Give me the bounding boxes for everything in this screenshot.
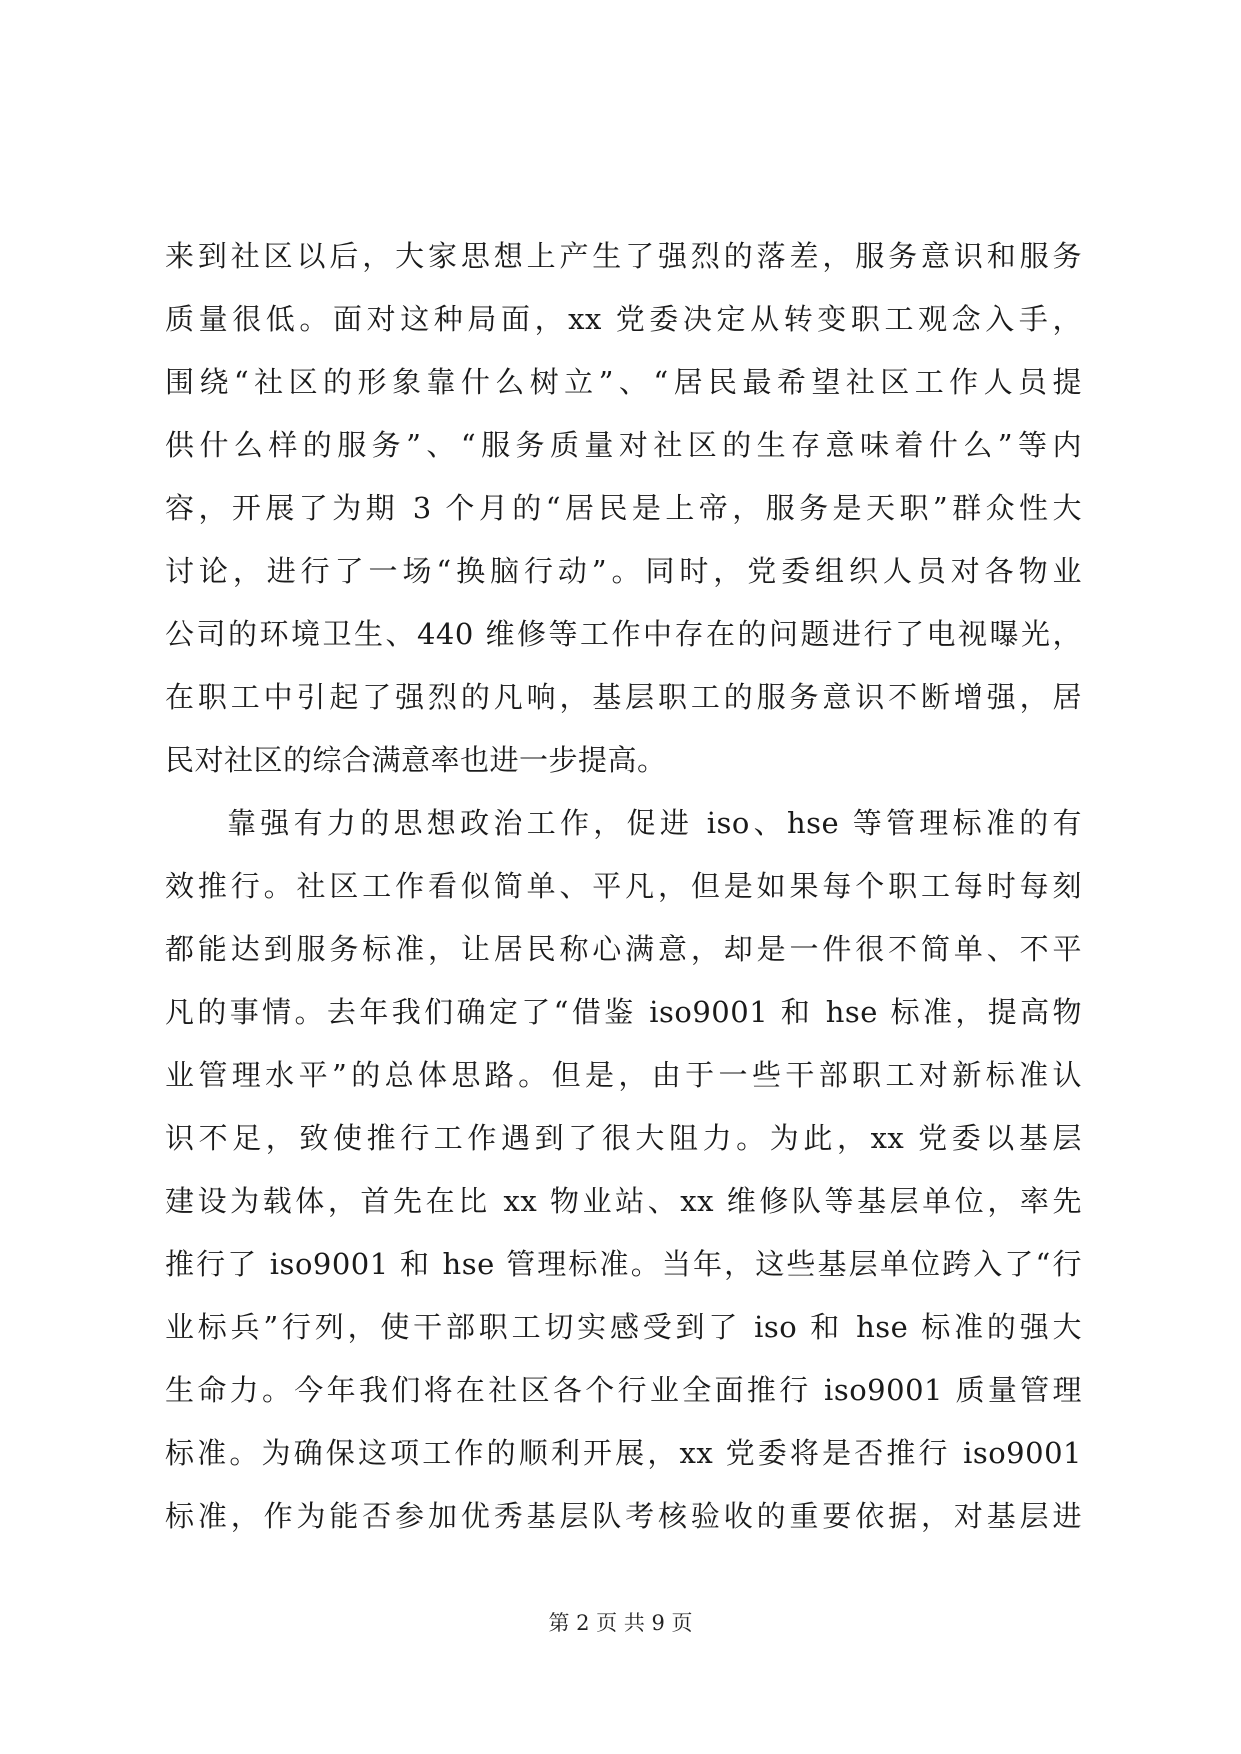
text-line: 讨论，进行了一场“换脑行动”。同时，党委组织人员对各物业: [165, 554, 1082, 588]
page-number-footer: 第 2 页 共 9 页: [548, 1611, 693, 1635]
text-line: 业管理水平”的总体思路。但是，由于一些干部职工对新标准认: [165, 1058, 1082, 1092]
text-line: 标准。为确保这项工作的顺利开展，xx 党委将是否推行 iso9001: [165, 1436, 1082, 1470]
text-line: 业标兵”行列，使干部职工切实感受到了 iso 和 hse 标准的强大: [165, 1310, 1082, 1344]
document-body: [165, 225, 1082, 1548]
text-line: 效推行。社区工作看似简单、平凡，但是如果每个职工每时每刻: [165, 869, 1082, 903]
paragraph-1: [165, 225, 1082, 792]
text-line: 公司的环境卫生、440 维修等工作中存在的问题进行了电视曝光，: [165, 617, 1082, 651]
text-line: 质量很低。面对这种局面，xx 党委决定从转变职工观念入手，: [165, 302, 1082, 336]
paragraph-2: [165, 792, 1082, 1548]
text-line: 靠强有力的思想政治工作，促进 iso、hse 等管理标准的有: [227, 806, 1082, 840]
text-line: 推行了 iso9001 和 hse 管理标准。当年，这些基层单位跨入了“行: [165, 1247, 1082, 1281]
text-line: 凡的事情。去年我们确定了“借鉴 iso9001 和 hse 标准，提高物: [165, 995, 1082, 1029]
text-line: 民对社区的综合满意率也进一步提高。: [165, 743, 667, 777]
text-line: 识不足，致使推行工作遇到了很大阻力。为此，xx 党委以基层: [165, 1121, 1082, 1155]
text-line: 都能达到服务标准，让居民称心满意，却是一件很不简单、不平: [165, 932, 1082, 966]
text-line: 建设为载体，首先在比 xx 物业站、xx 维修队等基层单位，率先: [165, 1184, 1082, 1218]
text-line: 生命力。今年我们将在社区各个行业全面推行 iso9001 质量管理: [165, 1373, 1082, 1407]
text-line: 容，开展了为期 3 个月的“居民是上帝，服务是天职”群众性大: [165, 491, 1082, 525]
text-line: 在职工中引起了强烈的凡响，基层职工的服务意识不断增强，居: [165, 680, 1082, 714]
text-line: 来到社区以后，大家思想上产生了强烈的落差，服务意识和服务: [165, 239, 1082, 273]
text-line: 围绕“社区的形象靠什么树立”、“居民最希望社区工作人员提: [165, 365, 1082, 399]
text-line: 供什么样的服务”、“服务质量对社区的生存意味着什么”等内: [165, 428, 1082, 462]
text-line: 标准，作为能否参加优秀基层队考核验收的重要依据，对基层进: [165, 1499, 1082, 1533]
